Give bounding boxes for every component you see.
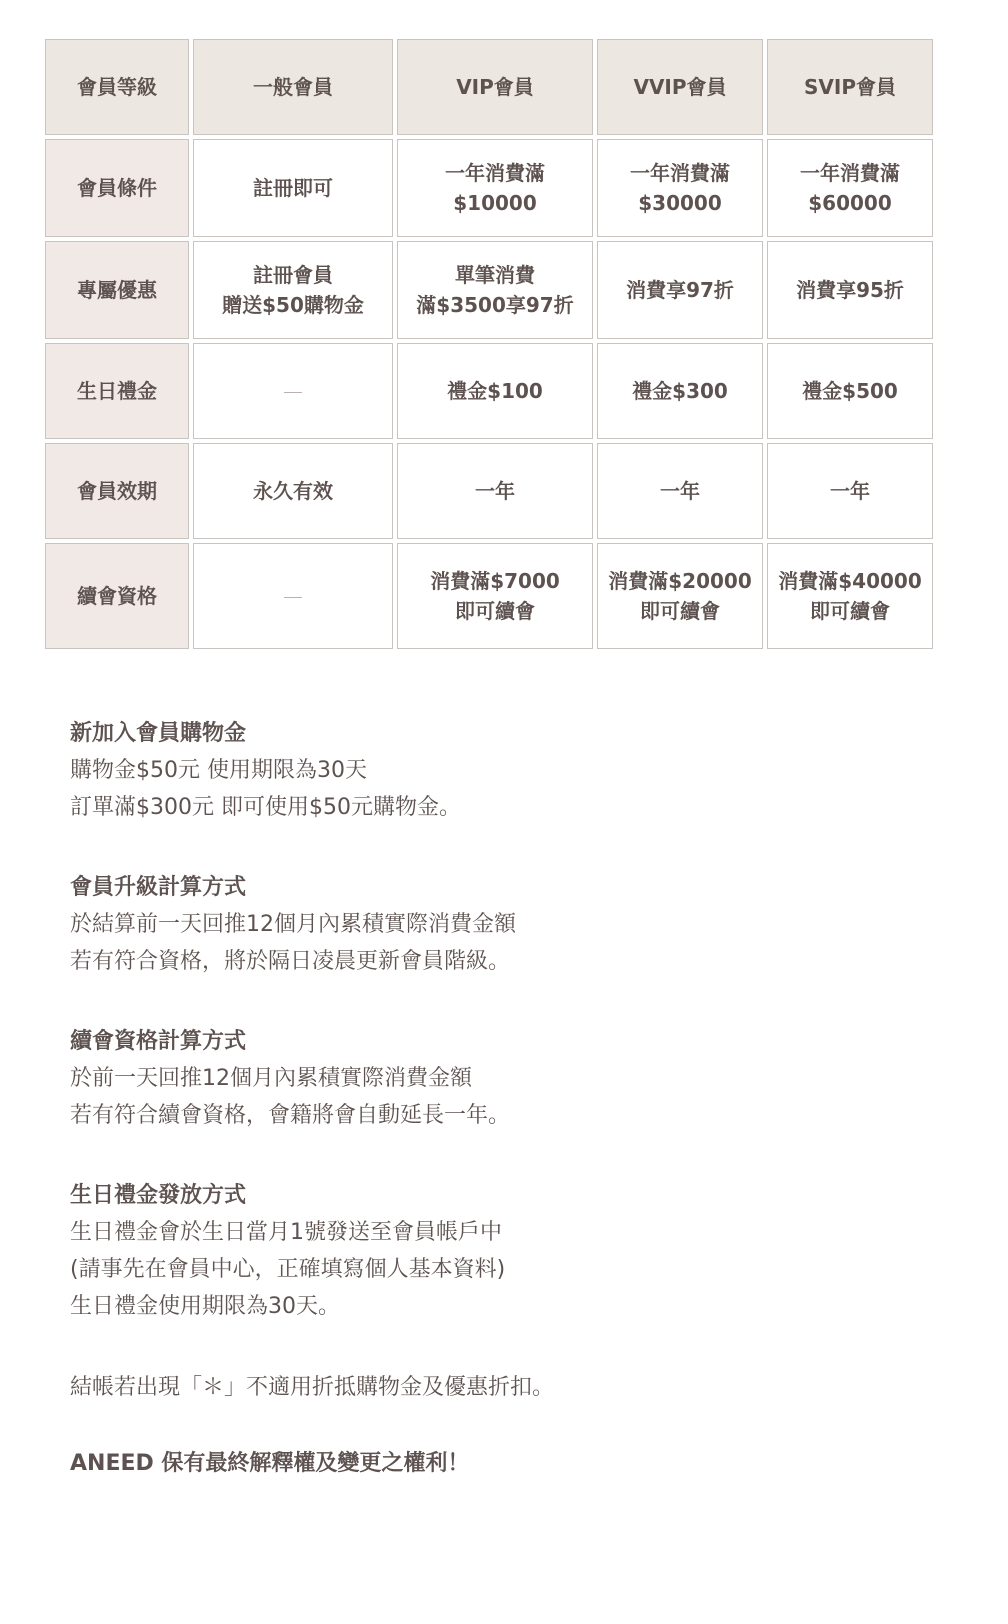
table-cell xyxy=(193,343,393,439)
section-line: 生日禮金使用期限為30天。 xyxy=(70,1294,340,1319)
membership-notes xyxy=(70,716,950,1482)
header-cell: VIP會員 xyxy=(397,39,593,135)
cell-text: 消費滿$40000 xyxy=(778,569,922,593)
final-statement: ANEED 保有最終解釋權及變更之權利！ xyxy=(70,1451,470,1476)
section-line: 若有符合續會資格，會籍將會自動延長一年。 xyxy=(70,1103,511,1128)
section-birthday-gift xyxy=(70,1178,950,1325)
table-cell xyxy=(767,241,933,339)
section-title: 生日禮金發放方式 xyxy=(70,1183,247,1208)
cell-text: 消費享97折 xyxy=(626,278,734,302)
section-line: 若有符合資格，將於隔日凌晨更新會員階級。 xyxy=(70,949,511,974)
section-title: 續會資格計算方式 xyxy=(70,1029,247,1054)
table-cell xyxy=(767,543,933,649)
table-row xyxy=(45,343,933,439)
table-cell xyxy=(767,343,933,439)
table-header-row xyxy=(45,39,933,135)
header-cell: VVIP會員 xyxy=(597,39,763,135)
section-renewal-calculation xyxy=(70,1024,950,1134)
section-title: 會員升級計算方式 xyxy=(70,875,247,900)
table-cell xyxy=(193,443,393,539)
cell-text: $10000 xyxy=(453,191,537,215)
cell-text: 即可續會 xyxy=(455,599,535,623)
cell-text: 禮金$300 xyxy=(632,379,728,403)
cell-text: 一年消費滿 xyxy=(800,161,900,185)
section-title: 新加入會員購物金 xyxy=(70,721,247,746)
cell-text: 永久有效 xyxy=(253,479,333,503)
table-cell xyxy=(597,543,763,649)
cell-text: 一年 xyxy=(475,479,515,503)
table-cell xyxy=(397,543,593,649)
cell-text: 禮金$100 xyxy=(447,379,543,403)
section-line: (請事先在會員中心，正確填寫個人基本資料) xyxy=(70,1257,506,1282)
section-new-member-credit xyxy=(70,716,950,826)
cell-text: $60000 xyxy=(808,191,892,215)
cell-text: 消費滿$7000 xyxy=(430,569,560,593)
section-upgrade-calculation xyxy=(70,870,950,980)
table-row xyxy=(45,139,933,237)
table-cell xyxy=(193,241,393,339)
empty-dash xyxy=(284,392,302,393)
row-label: 生日禮金 xyxy=(45,343,189,439)
table-cell xyxy=(397,241,593,339)
cell-text: 消費滿$20000 xyxy=(608,569,752,593)
section-line: 於前一天回推12個月內累積實際消費金額 xyxy=(70,1066,472,1091)
section-line: 訂單滿$300元 即可使用$50元購物金。 xyxy=(70,795,461,820)
cell-text: 即可續會 xyxy=(810,599,890,623)
table-cell xyxy=(597,443,763,539)
cell-text: 一年 xyxy=(660,479,700,503)
row-label: 會員條件 xyxy=(45,139,189,237)
checkout-note: 結帳若出現「＊」不適用折抵購物金及優惠折扣。 xyxy=(70,1375,555,1400)
header-cell: 一般會員 xyxy=(193,39,393,135)
header-cell: 會員等級 xyxy=(45,39,189,135)
cell-text: $30000 xyxy=(638,191,722,215)
row-label: 續會資格 xyxy=(45,543,189,649)
empty-dash xyxy=(284,597,302,598)
table-row xyxy=(45,241,933,339)
cell-text: 一年 xyxy=(830,479,870,503)
table-cell xyxy=(193,543,393,649)
cell-text: 一年消費滿 xyxy=(630,161,730,185)
cell-text: 滿$3500享97折 xyxy=(416,293,574,317)
section-line: 於結算前一天回推12個月內累積實際消費金額 xyxy=(70,912,516,937)
table-cell xyxy=(597,343,763,439)
cell-text: 單筆消費 xyxy=(455,263,535,287)
table-cell xyxy=(397,139,593,237)
cell-text: 註冊即可 xyxy=(253,176,333,200)
header-cell: SVIP會員 xyxy=(767,39,933,135)
cell-text: 即可續會 xyxy=(640,599,720,623)
cell-text: 一年消費滿 xyxy=(445,161,545,185)
table-row xyxy=(45,543,933,649)
table-row xyxy=(45,443,933,539)
table-cell xyxy=(397,443,593,539)
cell-text: 贈送$50購物金 xyxy=(222,293,364,317)
table-cell xyxy=(597,139,763,237)
table-cell xyxy=(193,139,393,237)
table-cell xyxy=(397,343,593,439)
cell-text: 禮金$500 xyxy=(802,379,898,403)
cell-text: 消費享95折 xyxy=(796,278,904,302)
row-label: 會員效期 xyxy=(45,443,189,539)
section-line: 生日禮金會於生日當月1號發送至會員帳戶中 xyxy=(70,1220,502,1245)
section-line: 購物金$50元 使用期限為30天 xyxy=(70,758,367,783)
membership-table-wrapper xyxy=(45,39,933,649)
table-cell xyxy=(767,443,933,539)
table-cell xyxy=(767,139,933,237)
membership-tier-table xyxy=(41,35,937,653)
row-label: 專屬優惠 xyxy=(45,241,189,339)
cell-text: 註冊會員 xyxy=(253,263,333,287)
table-cell xyxy=(597,241,763,339)
